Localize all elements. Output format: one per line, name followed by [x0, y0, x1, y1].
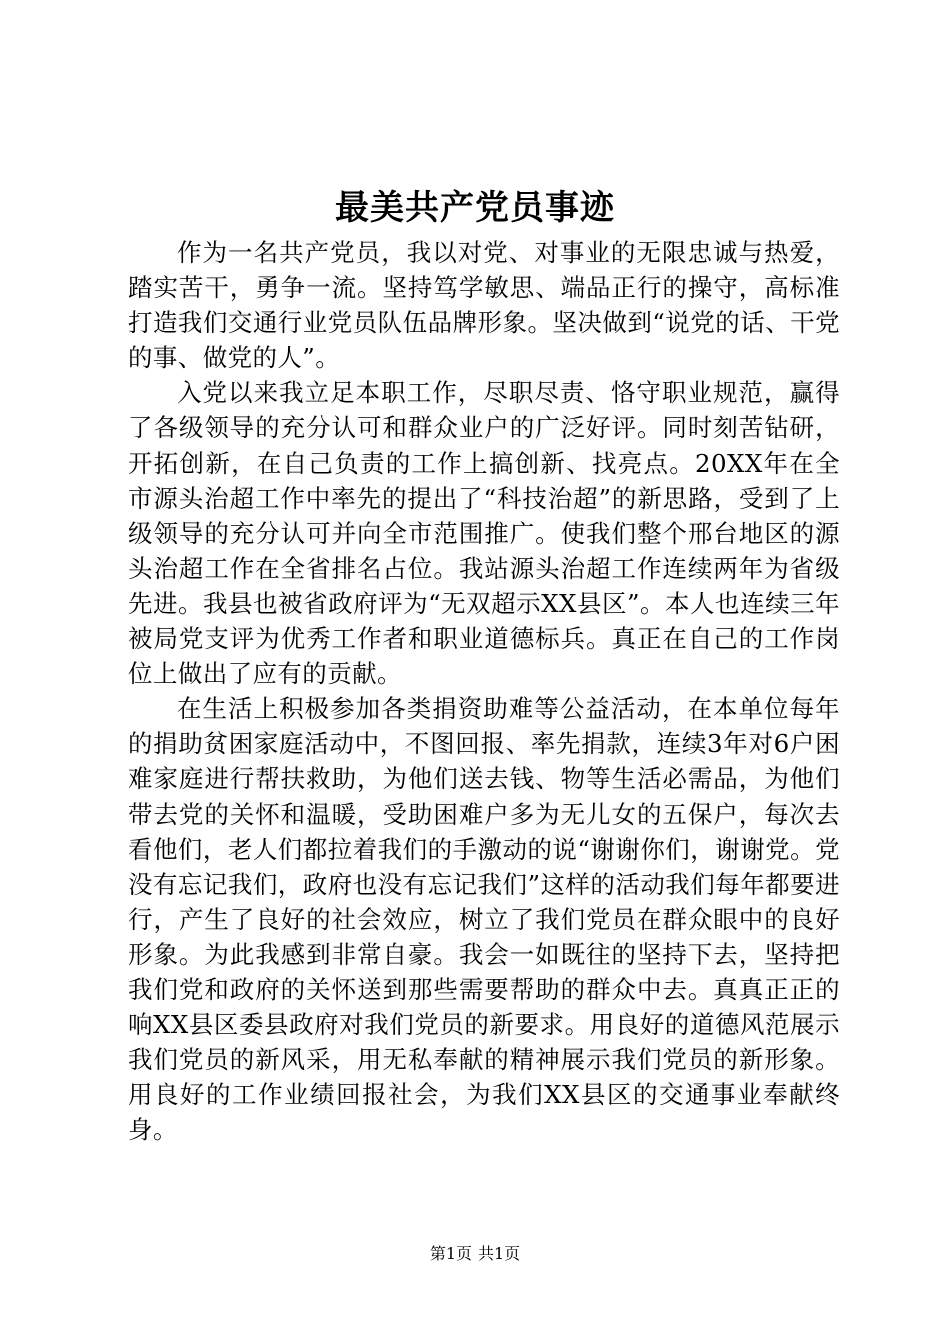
page-total: 共1页: [478, 1244, 521, 1263]
document-title: 最美共产党员事迹: [335, 188, 615, 228]
paragraph-3: 在生活上积极参加各类捐资助难等公益活动，在本单位每年的捐助贫困家庭活动中，不图回报、率先捐款，连续3年对6户困难家庭进行帮扶救助，为他们送去钱、物等生活必需品，为他们带去党的关怀和温暖，受助困难户多为无儿女的五保户，每次去看他们，老人们都拉着我们的手激动的说“谢谢你们，谢谢党。党没有忘记我们，政府也没有忘记我们”这样的活动我们每年都要进行，产生了良好的社会效应，树立了我们党员在群众眼中的良好形象。为此我感到非常自豪。我会一如既往的坚持下去，坚持把我们党和政府的关怀送到那些需要帮助的群众中去。真真正正的响XX县区委县政府对我们党员的新要求。用良好的道德风范展示我们党员的新风采，用无私奉献的精神展示我们党员的新形象。用良好的工作业绩回报社会，为我们XX县区的交通事业奉献终身。: [128, 694, 840, 1145]
page-footer: [0, 1243, 950, 1265]
page-number: 第1页: [429, 1244, 472, 1263]
paragraph-2: 入党以来我立足本职工作，尽职尽责、恪守职业规范，赢得了各级领导的充分认可和群众业户的广泛好评。同时刻苦钻研，开拓创新，在自己负责的工作上搞创新、找亮点。20XX年在全市源头治超工作中率先的提出了“科技治超”的新思路，受到了上级领导的充分认可并向全市范围推广。使我们整个邢台地区的源头治超工作在全省排名占位。我站源头治超工作连续两年为省级先进。我县也被省政府评为“无双超示XX县区”。本人也连续三年被局党支评为优秀工作者和职业道德标兵。真正在自己的工作岗位上做出了应有的贡献。: [128, 378, 840, 689]
paragraph-1: 作为一名共产党员，我以对党、对事业的无限忠诚与热爱，踏实苦干，勇争一流。坚持笃学敏思、端品正行的操守，高标准打造我们交通行业党员队伍品牌形象。坚决做到“说党的话、干党的事、做党的人”。: [128, 238, 840, 373]
document-body: [128, 235, 840, 1147]
